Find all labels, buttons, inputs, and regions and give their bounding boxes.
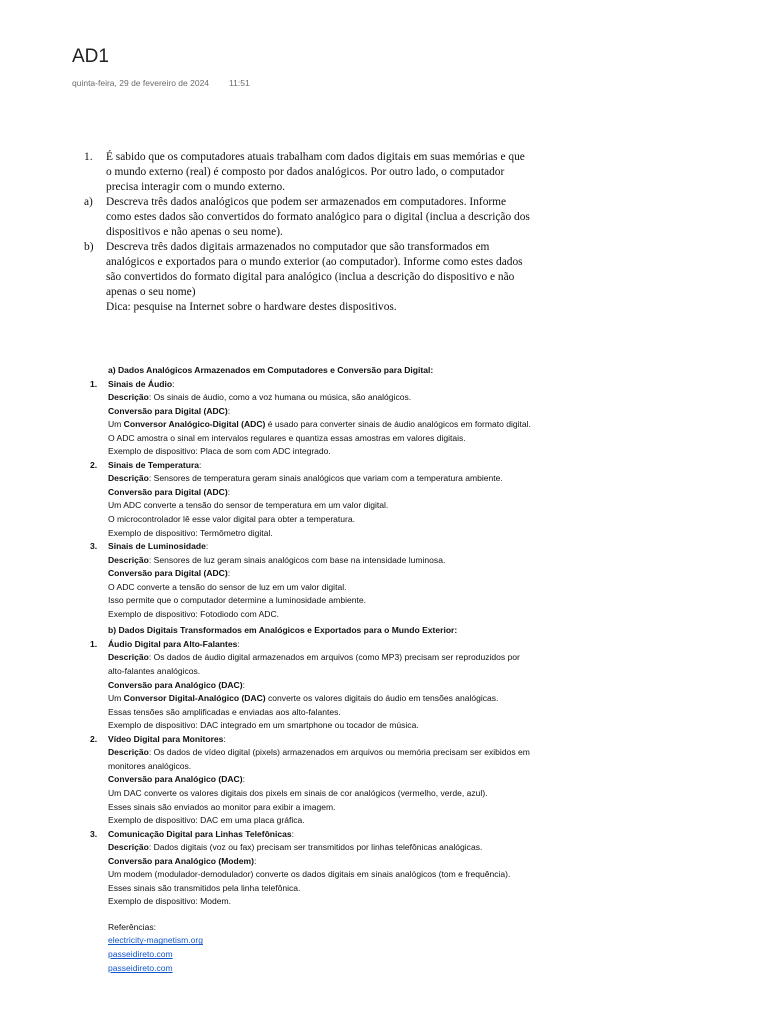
conversion-text-post: converte os valores digitais do áudio em tensões analógicas. [265,693,499,704]
conversion-text-pre: Um [108,419,124,430]
question-line: Descreva três dados analógicos que podem ser armazenados em computadores. Informe [106,196,507,208]
item-heading: Sinais de Temperatura [108,459,200,470]
item-description [108,746,588,760]
question-line: precisa interagir com o mundo externo. [106,181,286,193]
description-label: Descrição [108,747,149,758]
item-description [108,554,588,568]
conversion-text [108,418,588,432]
list-item [90,378,588,459]
item-heading: Sinais de Áudio [108,378,173,389]
question-line: analógicos e exportados para o mundo exterior (ao computador). Informe como estes dados [106,256,523,268]
conversion-heading: Conversão para Analógico (Modem) [108,855,254,866]
description-continued: monitores analógicos. [108,760,192,771]
item-number: 1. [90,378,98,389]
item-number: 3. [90,828,98,839]
description-text: : Sensores de luz geram sinais analógicos com base na intensidade luminosa. [148,554,446,565]
description-label: Descrição [108,473,149,484]
body-line: Esses sinais são enviados ao monitor para exibir a imagem. [108,801,336,812]
list-item [90,540,588,621]
conversion-heading-line: Conversão para Analógico (DAC): [108,679,245,690]
question-line: É sabido que os computadores atuais trabalham com dados digitais em suas memórias e que [106,151,525,163]
conversion-text-post: é usado para converter sinais de áudio analógicos em formato digital. [265,419,531,430]
conversion-text [108,581,588,595]
body-line: Exemplo de dispositivo: DAC em uma placa gráfica. [108,815,305,826]
description-text: : Dados digitais (voz ou fax) precisam ser transmitidos por linhas telefônicas analógicas. [148,842,483,853]
item-heading-line: Comunicação Digital para Linhas Telefônicas: [108,828,295,839]
converter-name: Conversor Analógico-Digital (ADC) [123,419,266,430]
description-text: : Os dados de vídeo digital (pixels) armazenados em arquivos ou memória precisam ser exibidos em [148,747,530,758]
conversion-heading: Conversão para Digital (ADC) [108,486,228,497]
conversion-heading: Conversão para Analógico (DAC) [108,774,243,785]
item-heading: Áudio Digital para Alto-Falantes [108,638,238,649]
body-line: Esses sinais são transmitidos pela linha telefônica. [108,882,301,893]
conversion-heading-line: Conversão para Digital (ADC): [108,405,231,416]
question-line: apenas o seu nome) [106,286,196,298]
description-label: Descrição [108,652,149,663]
page-date [72,78,250,88]
body-line: Isso permite que o computador determine a luminosidade ambiente. [108,595,366,606]
conversion-text [108,692,588,706]
item-description [108,651,588,665]
description-label: Descrição [108,554,149,565]
list-item [90,638,588,733]
item-heading: Sinais de Luminosidade [108,541,206,552]
question-item [84,195,564,240]
question-line: o mundo externo (real) é composto por dados analógicos. Por outro lado, o computador [106,166,505,178]
conversion-heading-line: Conversão para Analógico (DAC): [108,774,245,785]
question-marker: 1. [84,151,93,163]
reference-links [108,934,588,975]
conversion-text-pre: O ADC converte a tensão do sensor de luz em um valor digital. [108,581,347,592]
description-label: Descrição [108,842,149,853]
section-b-list [90,638,588,909]
item-heading: Comunicação Digital para Linhas Telefônicas [108,828,292,839]
question-line: dispositivos e não apenas o seu nome). [106,226,283,238]
conversion-heading-line: Conversão para Analógico (Modem): [108,855,257,866]
question-marker: a) [84,196,93,208]
section-b-title: b) Dados Digitais Transformados em Analógicos e Exportados para o Mundo Exterior: [108,625,458,636]
item-heading-line: Vídeo Digital para Monitores: [108,733,226,744]
body-line: Essas tensões são amplificadas e enviadas aos alto-falantes. [108,706,341,717]
conversion-text-pre: Um [108,693,124,704]
question-item [84,150,564,195]
conversion-heading: Conversão para Analógico (DAC) [108,679,243,690]
conversion-text-pre: Um modem (modulador-demodulador) converte os dados digitais em sinais analógicos (tom e frequência). [108,869,511,880]
reference-link[interactable]: electricity-magnetism.org [108,935,203,946]
reference-link[interactable]: passeidireto.com [108,962,173,973]
section-a-title: a) Dados Analógicos Armazenados em Computadores e Conversão para Digital: [108,365,434,375]
item-description [108,472,588,486]
conversion-text-pre: Um DAC converte os valores digitais dos pixels em sinais de cor analógicos (vermelho, verde, azul). [108,787,488,798]
body-line: Exemplo de dispositivo: Termômetro digital. [108,527,273,538]
question-marker: b) [84,241,94,253]
body-line: Exemplo de dispositivo: Fotodiodo com ADC. [108,608,280,619]
list-item [90,733,588,828]
conversion-text-pre: Um ADC converte a tensão do sensor de temperatura em um valor digital. [108,500,389,511]
description-text: : Os sinais de áudio, como a voz humana ou música, são analógicos. [148,392,412,403]
references-label: Referências: [108,921,156,932]
item-heading-line: Áudio Digital para Alto-Falantes: [108,638,240,649]
conversion-heading: Conversão para Digital (ADC) [108,405,228,416]
conversion-heading-line: Conversão para Digital (ADC): [108,568,231,579]
body-line: Exemplo de dispositivo: DAC integrado em um smartphone ou tocador de música. [108,720,419,731]
question-line: Dica: pesquise na Internet sobre o hardware destes dispositivos. [106,301,397,313]
date-text: quinta-feira, 29 de fevereiro de 2024 [72,78,210,88]
item-description [108,841,588,855]
list-item [90,828,588,909]
conversion-heading-line: Conversão para Digital (ADC): [108,486,231,497]
question-line: são convertidos do formato digital para analógico (inclua a descrição do dispositivo e não [106,271,515,283]
conversion-heading: Conversão para Digital (ADC) [108,568,228,579]
question-image [84,150,564,315]
item-description [108,391,588,405]
item-heading-line: Sinais de Temperatura: [108,459,202,470]
description-text: : Os dados de áudio digital armazenados em arquivos (como MP3) precisam ser reproduzidos por [148,652,520,663]
item-heading-line: Sinais de Luminosidade: [108,541,209,552]
conversion-text [108,787,588,801]
page-title: AD1 [72,46,109,67]
question-line: Descreva três dados digitais armazenados no computador que são transformados em [106,241,490,253]
item-number: 2. [90,459,98,470]
list-item [90,459,588,540]
description-continued: alto-falantes analógicos. [108,666,201,677]
time-text: 11:51 [229,78,250,88]
converter-name: Conversor Digital-Analógico (DAC) [123,693,266,704]
body-line: Exemplo de dispositivo: Placa de som com ADC integrado. [108,446,331,457]
references [108,921,588,975]
item-number: 2. [90,733,98,744]
reference-link[interactable]: passeidireto.com [108,948,173,959]
section-a-list [90,378,588,622]
description-label: Descrição [108,392,149,403]
body-line: O microcontrolador lê esse valor digital para obter a temperatura. [108,514,356,525]
question-line: como estes dados são convertidos do formato analógico para o digital (inclua a descrição dos [106,211,530,223]
item-number: 1. [90,638,98,649]
conversion-text [108,499,588,513]
question-item [84,240,564,315]
item-number: 3. [90,541,98,552]
item-heading-line: Sinais de Áudio: [108,378,175,389]
answer-body [90,364,588,975]
description-text: : Sensores de temperatura geram sinais analógicos que variam com a temperatura ambiente. [148,473,503,484]
conversion-text [108,868,588,882]
body-line: Exemplo de dispositivo: Modem. [108,896,232,907]
body-line: O ADC amostra o sinal em intervalos regulares e quantiza essas amostras em valores digitais. [108,432,466,443]
item-heading: Vídeo Digital para Monitores [108,733,224,744]
